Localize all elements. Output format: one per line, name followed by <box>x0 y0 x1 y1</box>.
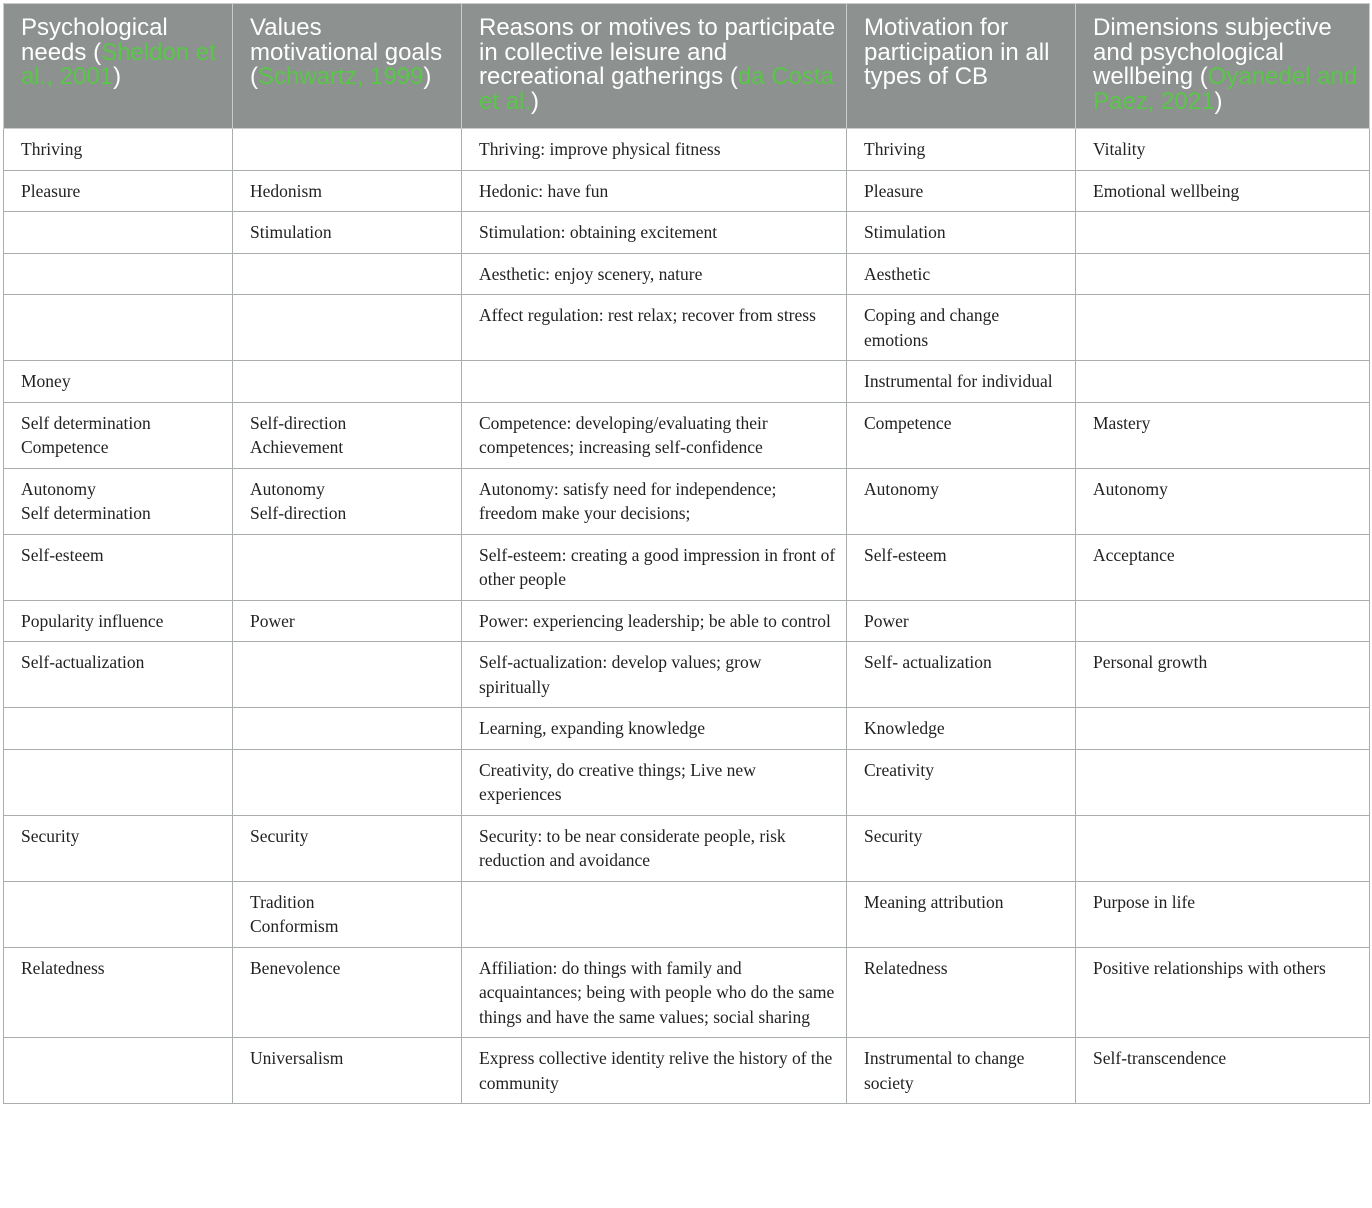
cell-motivation-cb <box>847 749 1076 815</box>
cell-text: Hedonic: have fun <box>479 180 609 201</box>
header-text: ( <box>93 38 102 66</box>
cell-text: Self determination <box>21 412 151 433</box>
table-row <box>4 600 1370 642</box>
cell-text: Pleasure <box>864 180 924 201</box>
cell-text: Self determination <box>21 503 151 523</box>
cell-wellbeing-dimensions <box>1076 815 1370 881</box>
table-row <box>4 534 1370 600</box>
cell-motivation-cb <box>847 708 1076 750</box>
cell-text: Achievement <box>250 437 344 457</box>
table-row <box>4 881 1370 947</box>
cell-text: Vitality <box>1093 139 1146 159</box>
cell-text: Creativity, do creative things; Live new experiences <box>479 759 756 804</box>
cell-text: Self-esteem: creating a good impression in front of other people <box>479 544 836 589</box>
cell-reasons-motives <box>462 815 847 881</box>
cell-wellbeing-dimensions <box>1076 947 1370 1038</box>
table-row <box>4 947 1370 1038</box>
cell-text: Self-direction <box>250 412 347 433</box>
header-text: ) <box>531 87 540 115</box>
cell-text: Money <box>21 371 71 391</box>
cell-text: Learning, expanding knowledge <box>479 718 705 738</box>
cell-motivation-cb <box>847 534 1076 600</box>
header-text: Dimensions subjective and psychological wellbeing <box>1093 14 1332 90</box>
header-reasons-motives <box>462 4 847 129</box>
header-text: ( <box>729 63 738 90</box>
table-row <box>4 212 1370 254</box>
header-text: motivational goals <box>250 38 443 66</box>
table-row <box>4 1038 1370 1104</box>
cell-reasons-motives <box>462 212 847 254</box>
cell-wellbeing-dimensions <box>1076 212 1370 254</box>
cell-values-motivational-goals <box>233 749 462 815</box>
cell-wellbeing-dimensions <box>1076 1038 1370 1104</box>
header-text: ( <box>1199 63 1208 90</box>
cell-values-motivational-goals <box>233 468 462 534</box>
cell-values-motivational-goals <box>233 642 462 708</box>
cell-psychological-needs <box>4 295 233 361</box>
cell-text: Security <box>864 825 923 846</box>
cell-wellbeing-dimensions <box>1076 708 1370 750</box>
cell-text: Purpose in life <box>1093 891 1196 912</box>
cell-reasons-motives <box>462 468 847 534</box>
cell-wellbeing-dimensions <box>1076 402 1370 468</box>
cell-text: Thriving <box>864 139 926 159</box>
cell-reasons-motives <box>462 708 847 750</box>
cell-reasons-motives <box>462 600 847 642</box>
table-row <box>4 170 1370 212</box>
cell-wellbeing-dimensions <box>1076 170 1370 212</box>
header-text: ( <box>250 63 258 90</box>
cell-text: Self- actualization <box>864 652 992 672</box>
motives-comparison-table <box>3 3 1370 1104</box>
cell-reasons-motives <box>462 749 847 815</box>
cell-text: Autonomy <box>250 478 325 499</box>
cell-motivation-cb <box>847 1038 1076 1104</box>
cell-motivation-cb <box>847 947 1076 1038</box>
cell-psychological-needs <box>4 402 233 468</box>
table-header <box>4 4 1370 129</box>
cell-psychological-needs <box>4 881 233 947</box>
cell-wellbeing-dimensions <box>1076 295 1370 361</box>
cell-text: Knowledge <box>864 718 945 738</box>
cell-text: Popularity influence <box>21 610 164 631</box>
cell-reasons-motives <box>462 947 847 1038</box>
cell-values-motivational-goals <box>233 708 462 750</box>
header-text: ) <box>113 63 122 90</box>
cell-text: Acceptance <box>1093 544 1175 565</box>
cell-wellbeing-dimensions <box>1076 253 1370 295</box>
header-citation: Sheldon et al., 2001 <box>21 38 216 90</box>
cell-text: Instrumental for individual <box>864 371 1053 391</box>
cell-psychological-needs <box>4 468 233 534</box>
cell-psychological-needs <box>4 708 233 750</box>
cell-values-motivational-goals <box>233 815 462 881</box>
cell-psychological-needs <box>4 947 233 1038</box>
cell-text: Affiliation: do things with family and acquaintances; being with people who do the same things and have the same values; social sharing <box>479 957 835 1027</box>
cell-motivation-cb <box>847 642 1076 708</box>
cell-reasons-motives <box>462 295 847 361</box>
cell-reasons-motives <box>462 881 847 947</box>
header-text: ) <box>423 63 432 90</box>
cell-text: Competence <box>21 437 109 457</box>
cell-text: Instrumental to change society <box>864 1048 1025 1093</box>
cell-psychological-needs <box>4 361 233 403</box>
cell-text: Affect regulation: rest relax; recover from stress <box>479 305 816 325</box>
cell-reasons-motives <box>462 170 847 212</box>
cell-text: Express collective identity relive the history of the community <box>479 1048 833 1093</box>
cell-psychological-needs <box>4 253 233 295</box>
cell-reasons-motives <box>462 402 847 468</box>
cell-text: Self-actualization: develop values; grow spiritually <box>479 652 762 697</box>
cell-values-motivational-goals <box>233 129 462 171</box>
cell-values-motivational-goals <box>233 402 462 468</box>
cell-text: Security <box>21 825 80 846</box>
cell-text: Autonomy <box>1093 478 1168 499</box>
header-text: Reasons or motives to participate in collective leisure and recreational gatherings <box>479 14 836 90</box>
cell-reasons-motives <box>462 534 847 600</box>
cell-text: Stimulation <box>864 222 946 242</box>
cell-text: Competence <box>864 412 952 433</box>
cell-wellbeing-dimensions <box>1076 534 1370 600</box>
header-text: Motivation for participation in all types of CB <box>864 14 1050 90</box>
cell-values-motivational-goals <box>233 1038 462 1104</box>
cell-wellbeing-dimensions <box>1076 129 1370 171</box>
cell-text: Relatedness <box>21 957 105 978</box>
cell-text: Pleasure <box>21 180 81 201</box>
cell-text: Self-actualization <box>21 652 145 672</box>
cell-motivation-cb <box>847 468 1076 534</box>
cell-text: Power <box>864 610 909 631</box>
cell-wellbeing-dimensions <box>1076 642 1370 708</box>
cell-wellbeing-dimensions <box>1076 881 1370 947</box>
cell-text: Self-direction <box>250 503 347 523</box>
cell-reasons-motives <box>462 129 847 171</box>
cell-motivation-cb <box>847 170 1076 212</box>
cell-text: Hedonism <box>250 180 322 201</box>
cell-text: Positive relationships with others <box>1093 957 1326 978</box>
table-row <box>4 129 1370 171</box>
header-psychological-needs <box>4 4 233 129</box>
cell-motivation-cb <box>847 361 1076 403</box>
cell-text: Meaning attribution <box>864 891 1004 912</box>
cell-psychological-needs <box>4 749 233 815</box>
cell-text: Self-esteem <box>21 544 104 565</box>
cell-wellbeing-dimensions <box>1076 749 1370 815</box>
cell-motivation-cb <box>847 295 1076 361</box>
cell-values-motivational-goals <box>233 600 462 642</box>
cell-psychological-needs <box>4 642 233 708</box>
cell-motivation-cb <box>847 129 1076 171</box>
cell-text: Mastery <box>1093 412 1151 433</box>
cell-values-motivational-goals <box>233 534 462 600</box>
header-wellbeing-dimensions <box>1076 4 1370 129</box>
cell-text: Thriving <box>21 139 83 159</box>
cell-text: Coping and change emotions <box>864 305 1000 350</box>
cell-text: Tradition <box>250 891 315 912</box>
cell-text: Power: experiencing leadership; be able to control <box>479 610 831 631</box>
cell-values-motivational-goals <box>233 295 462 361</box>
cell-text: Self-transcendence <box>1093 1048 1227 1068</box>
cell-wellbeing-dimensions <box>1076 600 1370 642</box>
cell-motivation-cb <box>847 815 1076 881</box>
cell-text: Universalism <box>250 1048 344 1068</box>
cell-psychological-needs <box>4 534 233 600</box>
header-citation: da Costa et al. <box>479 63 834 115</box>
cell-motivation-cb <box>847 881 1076 947</box>
cell-motivation-cb <box>847 600 1076 642</box>
cell-psychological-needs <box>4 815 233 881</box>
cell-values-motivational-goals <box>233 212 462 254</box>
table-body <box>4 129 1370 1104</box>
cell-text: Conformism <box>250 916 339 936</box>
cell-text: Security: to be near considerate people, risk reduction and avoidance <box>479 825 786 870</box>
header-text: ) <box>1214 87 1223 115</box>
cell-text: Thriving: improve physical fitness <box>479 139 721 159</box>
header-motivation-cb <box>847 4 1076 129</box>
cell-values-motivational-goals <box>233 253 462 295</box>
cell-text: Relatedness <box>864 957 948 978</box>
cell-psychological-needs <box>4 600 233 642</box>
table-row <box>4 708 1370 750</box>
cell-text: Stimulation <box>250 222 332 242</box>
cell-psychological-needs <box>4 170 233 212</box>
cell-text: Autonomy <box>21 478 96 499</box>
cell-text: Creativity <box>864 759 934 780</box>
cell-reasons-motives <box>462 253 847 295</box>
cell-motivation-cb <box>847 253 1076 295</box>
header-text: Values <box>250 14 322 41</box>
cell-values-motivational-goals <box>233 947 462 1038</box>
cell-text: Self-esteem <box>864 544 947 565</box>
cell-values-motivational-goals <box>233 881 462 947</box>
cell-text: Emotional wellbeing <box>1093 180 1240 201</box>
cell-motivation-cb <box>847 402 1076 468</box>
table-row <box>4 402 1370 468</box>
table-row <box>4 361 1370 403</box>
table-row <box>4 468 1370 534</box>
table-row <box>4 815 1370 881</box>
cell-wellbeing-dimensions <box>1076 361 1370 403</box>
cell-text: Autonomy: satisfy need for independence; freedom make your decisions; <box>479 478 777 523</box>
cell-psychological-needs <box>4 129 233 171</box>
cell-text: Security <box>250 825 309 846</box>
table-row <box>4 749 1370 815</box>
cell-reasons-motives <box>462 361 847 403</box>
table-row <box>4 253 1370 295</box>
cell-text: Autonomy <box>864 478 939 499</box>
cell-psychological-needs <box>4 1038 233 1104</box>
cell-values-motivational-goals <box>233 170 462 212</box>
cell-reasons-motives <box>462 1038 847 1104</box>
header-citation: Oyanedel and Paez, 2021 <box>1093 63 1358 115</box>
table-row <box>4 295 1370 361</box>
cell-motivation-cb <box>847 212 1076 254</box>
header-values-motivational-goals <box>233 4 462 129</box>
cell-text: Aesthetic <box>864 263 931 284</box>
cell-text: Stimulation: obtaining excitement <box>479 222 718 242</box>
cell-wellbeing-dimensions <box>1076 468 1370 534</box>
cell-text: Competence: developing/evaluating their competences; increasing self-confidence <box>479 412 768 457</box>
cell-values-motivational-goals <box>233 361 462 403</box>
header-row <box>4 4 1370 129</box>
cell-psychological-needs <box>4 212 233 254</box>
cell-text: Power <box>250 610 295 631</box>
cell-reasons-motives <box>462 642 847 708</box>
header-text: Psychological needs <box>21 14 168 66</box>
cell-text: Aesthetic: enjoy scenery, nature <box>479 263 703 284</box>
header-citation: Schwartz, 1999 <box>258 63 424 90</box>
cell-text: Personal growth <box>1093 652 1208 672</box>
table-row <box>4 642 1370 708</box>
cell-text: Benevolence <box>250 957 341 978</box>
